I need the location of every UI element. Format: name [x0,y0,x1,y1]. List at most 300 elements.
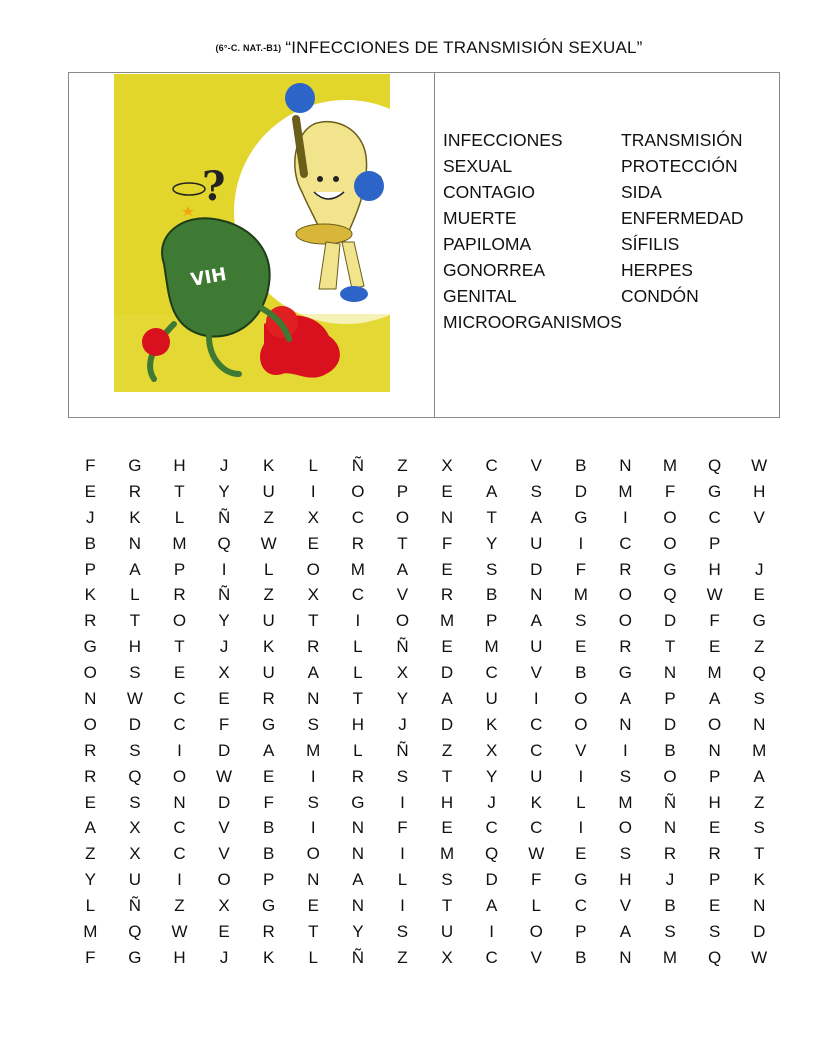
grid-letter[interactable]: W [706,585,723,605]
grid-letter[interactable]: M [707,663,722,683]
grid-letter[interactable]: G [128,947,142,967]
grid-letter[interactable]: Z [754,637,765,657]
grid-letter[interactable]: S [441,870,453,890]
grid-letter[interactable]: R [663,844,677,864]
grid-letter[interactable]: V [619,896,632,916]
grid-letter[interactable]: Ñ [396,637,409,657]
grid-letter[interactable]: G [618,663,633,683]
grid-letter[interactable]: N [307,689,320,709]
grid-letter[interactable]: K [530,792,542,812]
grid-letter[interactable]: E [307,533,319,553]
grid-letter[interactable]: A [485,481,498,501]
grid-letter[interactable]: M [618,481,633,501]
grid-letter[interactable]: I [177,870,182,890]
grid-letter[interactable]: F [85,947,96,967]
grid-letter[interactable]: J [665,870,675,890]
grid-letter[interactable]: C [485,818,498,838]
grid-letter[interactable]: C [173,689,186,709]
grid-letter[interactable]: K [263,637,275,657]
grid-letter[interactable]: Y [218,481,230,501]
grid-letter[interactable]: O [663,533,677,553]
grid-letter[interactable]: H [351,714,364,734]
grid-letter[interactable]: X [129,818,141,838]
grid-letter[interactable]: C [574,896,587,916]
grid-letter[interactable]: T [174,481,185,501]
grid-letter[interactable]: I [623,740,628,760]
grid-letter[interactable]: L [353,663,363,683]
grid-letter[interactable]: N [307,870,320,890]
grid-letter[interactable]: Y [218,611,230,631]
grid-letter[interactable]: W [751,947,768,967]
grid-letter[interactable]: P [664,689,676,709]
grid-letter[interactable]: J [86,507,95,527]
grid-letter[interactable]: F [85,456,96,475]
grid-letter[interactable]: I [578,766,584,786]
grid-letter[interactable]: C [351,507,364,527]
grid-letter[interactable]: U [262,611,275,631]
grid-letter[interactable]: X [441,456,453,475]
grid-letter[interactable]: A [84,818,96,838]
grid-letter[interactable]: P [575,922,587,942]
grid-letter[interactable]: A [619,922,632,942]
grid-letter[interactable]: L [308,456,318,475]
grid-letter[interactable]: N [619,714,632,734]
grid-letter[interactable]: G [707,481,722,501]
grid-letter[interactable]: A [307,663,319,683]
grid-letter[interactable]: L [85,896,96,916]
grid-letter[interactable]: D [753,922,766,942]
grid-letter[interactable]: X [129,844,141,864]
grid-letter[interactable]: U [440,922,454,942]
grid-letter[interactable]: X [307,585,319,605]
grid-letter[interactable]: M [662,947,678,967]
grid-letter[interactable]: R [84,740,97,760]
grid-letter[interactable] [737,531,782,557]
grid-letter[interactable]: P [173,559,186,579]
grid-letter[interactable]: R [84,766,97,786]
grid-letter[interactable]: N [351,844,364,864]
grid-letter[interactable]: L [130,585,140,605]
grid-letter[interactable]: H [708,792,721,812]
grid-letter[interactable]: Y [352,922,364,942]
grid-letter[interactable]: T [308,922,319,942]
grid-letter[interactable]: Z [263,585,274,605]
grid-letter[interactable]: N [128,533,142,553]
grid-letter[interactable]: W [216,766,233,786]
grid-letter[interactable]: S [307,714,319,734]
grid-letter[interactable]: O [351,481,365,501]
grid-letter[interactable]: G [128,456,142,475]
grid-letter[interactable]: S [396,766,409,786]
grid-letter[interactable]: S [129,792,141,812]
grid-letter[interactable]: Ñ [351,947,364,967]
grid-letter[interactable]: Ñ [351,456,364,475]
grid-letter[interactable]: G [574,870,588,890]
grid-letter[interactable]: G [262,714,276,734]
grid-letter[interactable]: E [753,585,765,605]
grid-letter[interactable]: E [441,637,453,657]
grid-letter[interactable]: I [578,818,584,838]
grid-letter[interactable]: D [440,663,454,683]
grid-letter[interactable]: U [262,663,275,683]
grid-letter[interactable]: M [662,456,678,475]
grid-letter[interactable]: S [530,481,542,501]
grid-letter[interactable]: B [575,663,587,683]
grid-letter[interactable]: R [440,585,454,605]
grid-letter[interactable]: H [708,559,721,579]
grid-letter[interactable]: E [441,818,453,838]
grid-letter[interactable]: B [84,533,96,553]
grid-letter[interactable]: T [754,844,765,864]
grid-letter[interactable]: R [708,844,721,864]
grid-letter[interactable]: N [84,689,97,709]
grid-letter[interactable]: R [262,922,275,942]
grid-letter[interactable]: D [440,714,454,734]
grid-letter[interactable]: S [485,559,498,579]
grid-letter[interactable]: Y [396,689,409,709]
grid-letter[interactable]: S [708,922,721,942]
grid-letter[interactable]: U [485,689,498,709]
grid-letter[interactable]: M [573,585,588,605]
grid-letter[interactable]: O [707,714,722,734]
grid-letter[interactable]: E [84,792,96,812]
grid-letter[interactable]: L [576,792,586,812]
grid-letter[interactable]: B [575,947,587,967]
grid-letter[interactable]: Z [754,792,765,812]
grid-letter[interactable]: N [753,896,766,916]
grid-letter[interactable]: D [663,611,677,631]
grid-letter[interactable]: U [530,637,543,657]
grid-letter[interactable]: X [485,740,498,760]
grid-letter[interactable]: P [708,870,721,890]
grid-letter[interactable]: C [173,714,186,734]
grid-letter[interactable]: N [619,947,632,967]
grid-letter[interactable]: O [663,507,677,527]
grid-letter[interactable]: V [218,818,230,838]
grid-letter[interactable]: B [485,585,498,605]
grid-letter[interactable]: X [218,663,230,683]
grid-letter[interactable]: P [84,559,96,579]
grid-letter[interactable]: D [530,559,543,579]
grid-letter[interactable]: J [219,456,229,475]
grid-letter[interactable]: M [350,559,365,579]
grid-letter[interactable]: T [664,637,676,657]
grid-letter[interactable]: F [664,481,676,501]
grid-letter[interactable]: C [530,714,543,734]
grid-letter[interactable]: Z [441,740,453,760]
grid-letter[interactable]: O [574,689,588,709]
grid-letter[interactable]: L [174,507,185,527]
grid-letter[interactable]: A [753,766,765,786]
grid-letter[interactable]: J [219,947,229,967]
grid-letter[interactable]: O [306,559,320,579]
grid-letter[interactable]: L [308,947,318,967]
grid-letter[interactable]: J [398,714,407,734]
grid-letter[interactable]: Q [128,922,142,942]
grid-letter[interactable]: A [263,740,275,760]
grid-letter[interactable]: O [618,585,633,605]
grid-letter[interactable]: A [708,689,721,709]
grid-letter[interactable]: Y [485,533,498,553]
grid-letter[interactable]: O [574,714,588,734]
grid-letter[interactable]: M [618,792,633,812]
grid-letter[interactable]: C [530,818,543,838]
grid-letter[interactable]: W [171,922,188,942]
grid-letter[interactable]: T [129,611,141,631]
grid-letter[interactable]: A [352,870,364,890]
grid-letter[interactable]: O [83,714,97,734]
grid-letter[interactable]: M [172,533,187,553]
grid-letter[interactable]: Z [397,947,408,967]
grid-letter[interactable]: E [441,559,453,579]
grid-letter[interactable]: R [619,637,632,657]
grid-letter[interactable]: D [217,792,231,812]
grid-letter[interactable]: P [485,611,498,631]
grid-letter[interactable]: R [84,611,97,631]
grid-letter[interactable]: Q [707,947,722,967]
grid-letter[interactable]: Ñ [396,740,409,760]
grid-letter[interactable]: R [128,481,142,501]
grid-letter[interactable]: U [530,533,543,553]
grid-letter[interactable]: R [351,533,364,553]
grid-letter[interactable]: I [623,507,628,527]
grid-letter[interactable]: T [397,533,408,553]
grid-letter[interactable]: N [663,663,677,683]
grid-letter[interactable]: M [439,611,455,631]
grid-letter[interactable]: Q [485,844,499,864]
grid-letter[interactable]: S [753,818,765,838]
grid-letter[interactable]: O [395,507,410,527]
grid-letter[interactable]: N [753,714,766,734]
grid-letter[interactable]: C [708,507,721,527]
grid-letter[interactable]: C [351,585,364,605]
grid-letter[interactable]: D [574,481,587,501]
grid-letter[interactable]: R [173,585,186,605]
grid-letter[interactable]: P [708,533,721,553]
grid-letter[interactable]: N [708,740,721,760]
grid-letter[interactable]: Q [707,456,722,475]
grid-letter[interactable]: B [263,818,275,838]
grid-letter[interactable]: O [172,611,187,631]
grid-letter[interactable]: O [172,766,187,786]
grid-letter[interactable]: N [351,896,364,916]
grid-letter[interactable]: B [664,740,676,760]
grid-letter[interactable]: A [396,559,409,579]
grid-letter[interactable]: N [619,456,632,475]
grid-letter[interactable]: E [441,481,453,501]
grid-letter[interactable]: I [533,689,539,709]
grid-letter[interactable]: K [84,585,96,605]
grid-letter[interactable]: S [396,922,409,942]
grid-letter[interactable]: Z [263,507,274,527]
grid-letter[interactable]: A [619,689,632,709]
grid-letter[interactable]: S [619,844,632,864]
grid-letter[interactable]: H [753,481,766,501]
grid-letter[interactable]: N [663,818,677,838]
grid-letter[interactable]: O [83,663,97,683]
grid-letter[interactable]: B [664,896,676,916]
grid-letter[interactable]: T [441,766,453,786]
grid-letter[interactable]: H [173,456,186,475]
grid-letter[interactable]: D [217,740,231,760]
grid-letter[interactable]: E [575,844,587,864]
grid-letter[interactable]: R [262,689,275,709]
grid-letter[interactable]: O [529,922,543,942]
grid-letter[interactable]: S [619,766,632,786]
grid-letter[interactable]: L [397,870,408,890]
grid-letter[interactable]: X [396,663,409,683]
grid-letter[interactable]: E [708,637,721,657]
grid-letter[interactable]: K [753,870,765,890]
grid-letter[interactable]: Q [663,585,677,605]
grid-letter[interactable]: A [530,507,542,527]
grid-letter[interactable]: B [263,844,275,864]
grid-letter[interactable]: I [177,740,182,760]
grid-letter[interactable]: T [352,689,364,709]
grid-letter[interactable]: L [263,559,274,579]
grid-letter[interactable]: L [353,740,363,760]
grid-letter[interactable]: B [575,456,587,475]
grid-letter[interactable]: R [619,559,632,579]
grid-letter[interactable]: O [306,844,320,864]
grid-letter[interactable]: E [575,637,587,657]
grid-letter[interactable]: W [126,689,143,709]
grid-letter[interactable]: X [441,947,453,967]
grid-letter[interactable]: V [530,947,542,967]
grid-letter[interactable]: M [752,740,767,760]
grid-letter[interactable]: O [663,766,677,786]
grid-letter[interactable]: I [489,922,494,942]
grid-letter[interactable]: W [751,456,768,475]
grid-letter[interactable]: O [217,870,231,890]
grid-letter[interactable]: Y [485,766,498,786]
grid-letter[interactable]: W [528,844,545,864]
grid-letter[interactable]: Y [84,870,96,890]
grid-letter[interactable]: Ñ [128,896,142,916]
grid-letter[interactable]: Q [128,766,142,786]
grid-letter[interactable]: E [84,481,96,501]
grid-letter[interactable]: T [174,637,185,657]
grid-letter[interactable]: G [752,611,766,631]
grid-letter[interactable]: V [396,585,409,605]
grid-letter[interactable]: G [351,792,365,812]
grid-letter[interactable]: Ñ [663,792,677,812]
grid-letter[interactable]: E [307,896,319,916]
grid-letter[interactable]: F [263,792,274,812]
grid-letter[interactable]: T [441,896,453,916]
grid-letter[interactable]: I [221,559,227,579]
grid-letter[interactable]: I [400,792,405,812]
grid-letter[interactable]: I [400,896,405,916]
grid-letter[interactable]: P [396,481,409,501]
grid-letter[interactable]: D [663,714,677,734]
grid-letter[interactable]: J [219,637,229,657]
grid-letter[interactable]: S [129,663,141,683]
grid-letter[interactable]: A [530,611,542,631]
grid-letter[interactable]: Q [752,663,766,683]
grid-letter[interactable]: U [128,870,142,890]
grid-letter[interactable]: O [618,611,633,631]
grid-letter[interactable]: L [531,896,541,916]
grid-letter[interactable]: H [128,637,142,657]
grid-letter[interactable]: N [173,792,186,812]
grid-letter[interactable]: V [530,663,542,683]
grid-letter[interactable]: O [395,611,410,631]
grid-letter[interactable]: V [530,456,542,475]
grid-letter[interactable]: J [754,559,764,579]
grid-letter[interactable]: H [440,792,454,812]
grid-letter[interactable]: E [263,766,275,786]
grid-letter[interactable]: K [129,507,141,527]
grid-letter[interactable]: M [484,637,499,657]
grid-letter[interactable]: Z [174,896,185,916]
grid-letter[interactable]: M [439,844,455,864]
grid-letter[interactable]: S [753,689,765,709]
grid-letter[interactable]: I [310,481,316,501]
grid-letter[interactable]: C [173,844,186,864]
grid-letter[interactable]: C [530,740,543,760]
grid-letter[interactable]: I [310,766,316,786]
grid-letter[interactable]: O [618,818,633,838]
grid-letter[interactable]: F [397,818,408,838]
grid-letter[interactable]: F [575,559,587,579]
grid-letter[interactable]: A [485,896,498,916]
grid-letter[interactable]: U [530,766,543,786]
grid-letter[interactable]: Ñ [217,585,231,605]
grid-letter[interactable]: E [708,818,721,838]
grid-letter[interactable]: P [708,766,721,786]
grid-letter[interactable]: G [663,559,677,579]
grid-letter[interactable]: S [664,922,676,942]
grid-letter[interactable]: I [310,818,316,838]
grid-letter[interactable]: Z [85,844,96,864]
grid-letter[interactable]: E [708,896,721,916]
grid-letter[interactable]: K [263,456,275,475]
grid-letter[interactable]: X [218,896,230,916]
grid-letter[interactable]: G [262,896,276,916]
grid-letter[interactable]: F [218,714,230,734]
grid-letter[interactable]: A [129,559,141,579]
grid-letter[interactable]: U [262,481,275,501]
grid-letter[interactable]: V [218,844,230,864]
grid-letter[interactable]: C [485,947,498,967]
grid-letter[interactable]: F [441,533,453,553]
grid-letter[interactable]: Ñ [217,507,231,527]
grid-letter[interactable]: S [307,792,319,812]
grid-letter[interactable]: D [128,714,142,734]
grid-letter[interactable]: S [129,740,141,760]
grid-letter[interactable]: V [753,507,765,527]
grid-letter[interactable]: Z [397,456,408,475]
grid-letter[interactable]: J [487,792,496,812]
grid-letter[interactable]: V [575,740,587,760]
grid-letter[interactable]: C [619,533,632,553]
grid-letter[interactable]: I [355,611,361,631]
grid-letter[interactable]: K [263,947,275,967]
grid-letter[interactable]: R [307,637,320,657]
grid-letter[interactable]: D [485,870,498,890]
grid-letter[interactable]: G [574,507,588,527]
grid-letter[interactable]: C [485,663,498,683]
grid-letter[interactable]: W [260,533,277,553]
grid-letter[interactable]: R [351,766,364,786]
grid-letter[interactable]: H [619,870,632,890]
grid-letter[interactable]: G [83,637,97,657]
grid-letter[interactable]: L [353,637,363,657]
grid-letter[interactable]: T [308,611,319,631]
grid-letter[interactable]: P [263,870,275,890]
grid-letter[interactable]: A [441,689,453,709]
